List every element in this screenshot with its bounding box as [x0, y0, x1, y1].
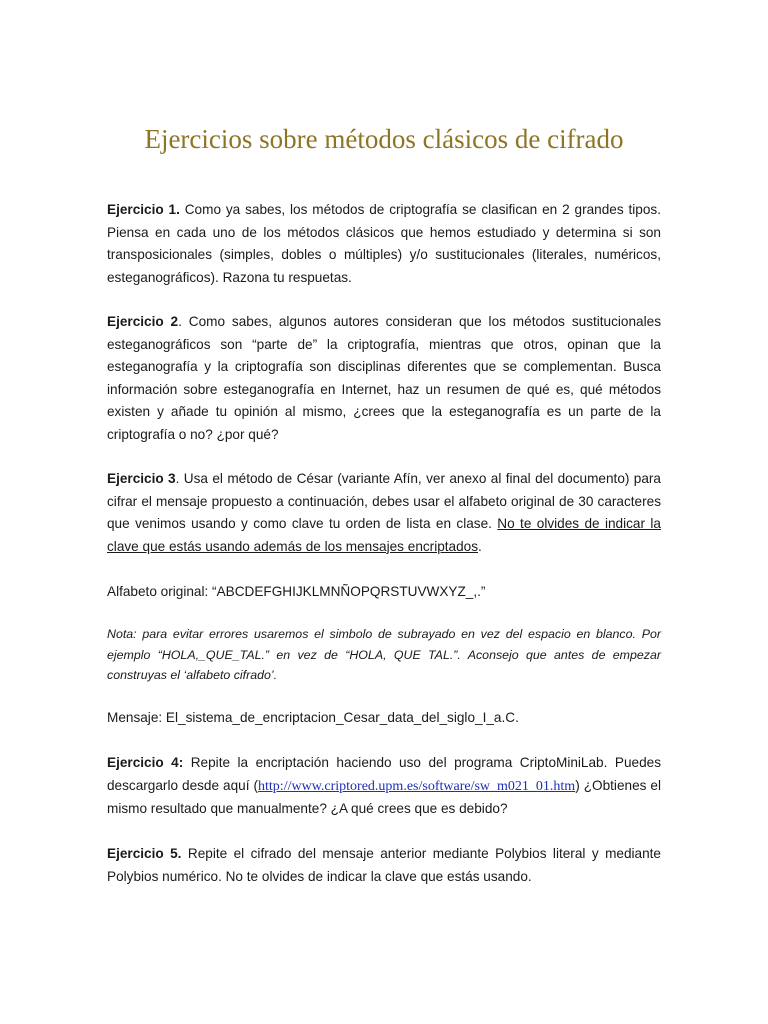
exercise-1-label: Ejercicio 1.: [107, 202, 180, 217]
exercise-1-text: Como ya sabes, los métodos de criptografía se clasifican en 2 grandes tipos. Piensa en cada uno de los métodos clásicos que hemos estudiado y determina si son transposicionales (simples, dobles o múltiples) y/o sustitucionales (literales, numéricos, esteganográficos). Razona tu respuetas.: [107, 202, 661, 285]
document-title: Ejercicios sobre métodos clásicos de cifrado: [144, 124, 624, 154]
alphabet-line: Alfabeto original: “ABCDEFGHIJKLMNÑOPQRSTUVWXYZ_,.”: [107, 584, 486, 599]
exercise-3-label: Ejercicio 3: [107, 471, 176, 486]
exercise-3-paragraph: [107, 468, 661, 558]
exercise-5-text: Repite el cifrado del mensaje anterior mediante Polybios literal y mediante Polybios numérico. No te olvides de indicar la clave que estás usando.: [107, 846, 661, 884]
exercise-3-end: .: [478, 538, 482, 554]
message-line: Mensaje: El_sistema_de_encriptacion_Cesar_data_del_siglo_I_a.C.: [107, 710, 519, 725]
exercise-5-label: Ejercicio 5.: [107, 846, 182, 861]
exercise-3-underlined-text: No te olvides de indicar la clave que estás usando además de los mensajes encriptados: [107, 516, 661, 554]
exercise-5-paragraph: [107, 843, 661, 888]
exercise-4-paragraph: [107, 752, 661, 821]
note-paragraph: Nota: para evitar errores usaremos el simbolo de subrayado en vez del espacio en blanco. Por ejemplo “HOLA,_QUE_TAL.” en vez de “HOLA, QUE TAL.”. Aconsejo que antes de empezar construyas el ‘alfabeto cifrado’.: [107, 627, 661, 682]
exercise-1-paragraph: [107, 199, 661, 289]
criptored-download-link[interactable]: http://www.criptored.upm.es/software/sw_m021_01.htm: [258, 778, 576, 794]
exercise-4-label: Ejercicio 4:: [107, 755, 184, 770]
exercise-2-label: Ejercicio 2: [107, 314, 179, 329]
exercise-3-text: . Usa el método de César (variante Afín, ver anexo al final del documento) para cifrar el mensaje propuesto a continuación, debes usar el alfabeto original de 30 caracteres que venimos usando y como clave tu orden de lista en clase.: [107, 471, 661, 531]
exercise-2-paragraph: [107, 311, 661, 446]
exercise-4-text-2: ) ¿Obtienes el mismo resultado que manualmente? ¿A qué crees que es debido?: [107, 777, 662, 816]
exercise-4-text: Repite la encriptación haciendo uso del programa CriptoMiniLab. Puedes descargarlo desde aquí (: [107, 755, 661, 793]
exercise-2-text: . Como sabes, algunos autores consideran que los métodos sustitucionales esteganográficos son “parte de” la criptografía, mientras que otros, opinan que la esteganografía y la criptografía son disciplinas diferentes que se complementan. Busca información sobre esteganografía en Internet, haz un resumen de qué es, qué métodos existen y añade tu opinión al mismo, ¿crees que la esteganografía es un parte de la criptografía o no? ¿por qué?: [107, 314, 661, 442]
